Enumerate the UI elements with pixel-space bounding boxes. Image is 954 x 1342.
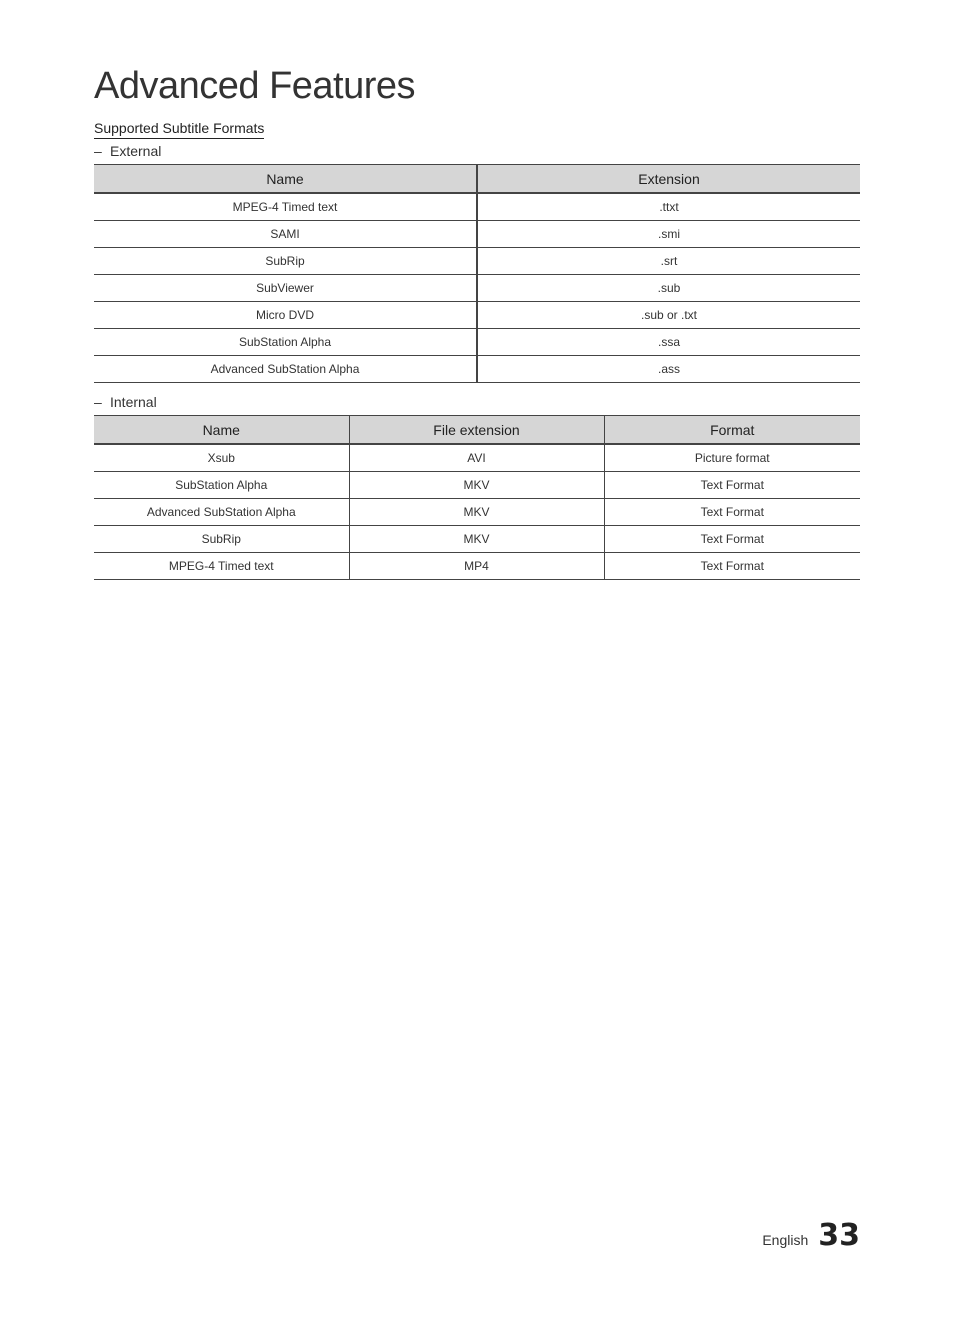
table-row <box>94 193 860 221</box>
table-row <box>94 526 860 553</box>
external-label <box>94 142 161 160</box>
internal-header-file-extension: File extension <box>349 416 604 445</box>
table-row <box>94 302 860 329</box>
page-title: Advanced Features <box>94 65 416 107</box>
external-header-extension: Extension <box>477 165 860 194</box>
table-row <box>94 356 860 383</box>
internal-label <box>94 393 157 411</box>
internal-cell-format: Text Format <box>604 526 860 553</box>
internal-dash: – <box>94 394 102 410</box>
external-cell-name: SAMI <box>94 221 477 248</box>
internal-header-format: Format <box>604 416 860 445</box>
internal-cell-format: Picture format <box>604 444 860 472</box>
external-cell-extension: .ass <box>477 356 860 383</box>
external-header-row <box>94 165 860 194</box>
external-label-text: External <box>110 143 162 159</box>
external-dash: – <box>94 143 102 159</box>
internal-cell-file-extension: MP4 <box>349 553 604 580</box>
external-cell-name: Micro DVD <box>94 302 477 329</box>
external-cell-extension: .smi <box>477 221 860 248</box>
external-cell-name: MPEG-4 Timed text <box>94 193 477 221</box>
external-cell-name: SubStation Alpha <box>94 329 477 356</box>
external-cell-name: SubRip <box>94 248 477 275</box>
external-cell-name: Advanced SubStation Alpha <box>94 356 477 383</box>
internal-cell-name: Advanced SubStation Alpha <box>94 499 349 526</box>
section-heading: Supported Subtitle Formats <box>94 119 264 139</box>
internal-header-row <box>94 416 860 445</box>
table-row <box>94 444 860 472</box>
page-footer <box>762 1218 860 1253</box>
table-row <box>94 329 860 356</box>
external-cell-extension: .ttxt <box>477 193 860 221</box>
table-row <box>94 472 860 499</box>
external-formats-table <box>94 164 860 383</box>
internal-label-text: Internal <box>110 394 157 410</box>
internal-header-name: Name <box>94 416 349 445</box>
external-cell-extension: .srt <box>477 248 860 275</box>
internal-cell-file-extension: MKV <box>349 499 604 526</box>
external-cell-extension: .sub or .txt <box>477 302 860 329</box>
table-row <box>94 248 860 275</box>
internal-cell-file-extension: AVI <box>349 444 604 472</box>
table-row <box>94 499 860 526</box>
table-row <box>94 275 860 302</box>
footer-language: English <box>762 1232 809 1248</box>
table-row <box>94 221 860 248</box>
internal-cell-format: Text Format <box>604 553 860 580</box>
internal-cell-file-extension: MKV <box>349 472 604 499</box>
external-cell-extension: .ssa <box>477 329 860 356</box>
internal-cell-format: Text Format <box>604 499 860 526</box>
internal-cell-name: SubStation Alpha <box>94 472 349 499</box>
internal-cell-file-extension: MKV <box>349 526 604 553</box>
external-header-name: Name <box>94 165 477 194</box>
internal-cell-format: Text Format <box>604 472 860 499</box>
internal-cell-name: SubRip <box>94 526 349 553</box>
internal-formats-table <box>94 415 860 580</box>
external-cell-name: SubViewer <box>94 275 477 302</box>
internal-cell-name: MPEG-4 Timed text <box>94 553 349 580</box>
external-cell-extension: .sub <box>477 275 860 302</box>
internal-cell-name: Xsub <box>94 444 349 472</box>
table-row <box>94 553 860 580</box>
page-number: 33 <box>818 1218 860 1253</box>
